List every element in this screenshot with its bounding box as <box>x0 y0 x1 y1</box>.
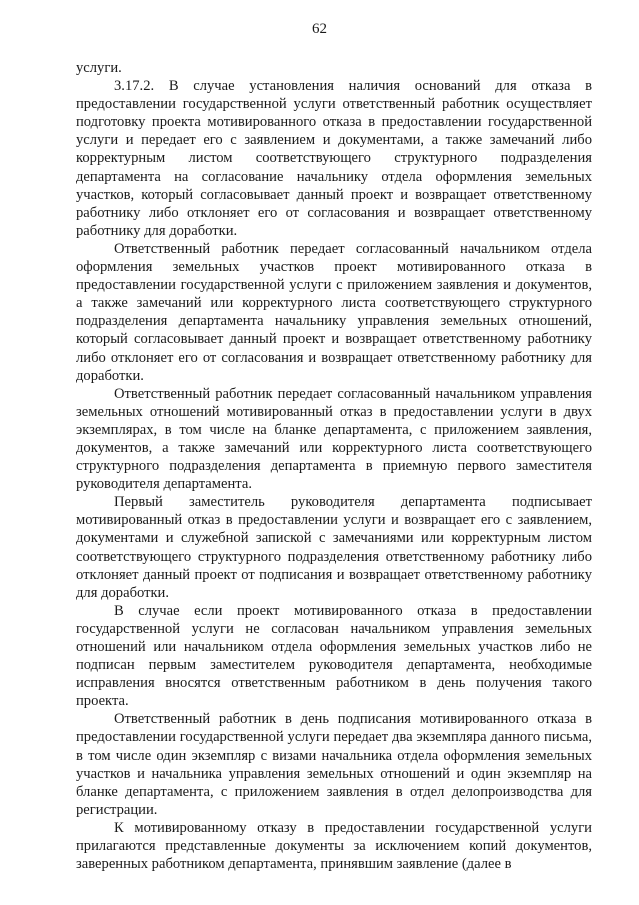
paragraph: Ответственный работник в день подписания мотивированного отказа в предоставлении государственной услуги передает два экземпляра данного письма, в том числе один экземпляр с визами начальника отдела оформления земельных участков и начальника управления земельных отношений и один экземпляр на бланке департамента, с приложением заявления в отдел делопроизводства для регистрации. <box>76 711 592 818</box>
document-body <box>76 59 592 873</box>
paragraph: В случае если проект мотивированного отказа в предоставлении государственной услуги не согласован начальником управления земельных отношений или начальником отдела оформления земельных участков либо не подписан первым заместителем руководителя департамента, необходимые исправления вносятся ответственным работником в день получения такого проекта. <box>76 602 592 710</box>
page-number: 62 <box>312 21 327 37</box>
paragraph: К мотивированному отказу в предоставлении государственной услуги прилагаются представленные документы за исключением копий документов, заверенных работником департамента, принявшим заявление (далее в <box>76 819 592 873</box>
paragraph: Ответственный работник передает согласованный начальником отдела оформления земельных участков проект мотивированного отказа в предоставлении государственной услуги с приложением заявления и документов, а также замечаний или корректурного листа соответствующего структурного подразделения департамента начальнику управления земельных отношений, который согласовывает данный проект и возвращает ответственному работнику либо отклоняет его от согласования и возвращает ответственному работнику для доработки. <box>76 240 592 384</box>
paragraph: 3.17.2. В случае установления наличия оснований для отказа в предоставлении государственной услуги ответственный работник осуществляет подготовку проекта мотивированного отказа в предоставлении государственной услуги и передает его с заявлением и документами, а также замечаний либо корректурным листом соответствующего структурного подразделения департамента на согласование начальнику отдела оформления земельных участков, который согласовывает данный проект и возвращает ответственному работнику либо отклоняет его от согласования и возвращает ответственному работнику для доработки. <box>76 78 592 239</box>
paragraph: услуги. <box>76 60 122 76</box>
paragraph: Ответственный работник передает согласованный начальником управления земельных отношений мотивированный отказ в предоставлении услуги в двух экземплярах, в том числе на бланке департамента, с приложением заявления, документов, а также замечаний или корректурного листа соответствующего структурного подразделения департамента в приемную первого заместителя руководителя департамента. <box>76 385 592 493</box>
paragraph: Первый заместитель руководителя департамента подписывает мотивированный отказ в предоставлении услуги и возвращает его с заявлением, документами и служебной запиской с замечаниями или корректурным листом соответствующего структурного подразделения ответственному работнику либо отклоняет данный проект от подписания и возвращает ответственному работнику для доработки. <box>76 494 592 601</box>
